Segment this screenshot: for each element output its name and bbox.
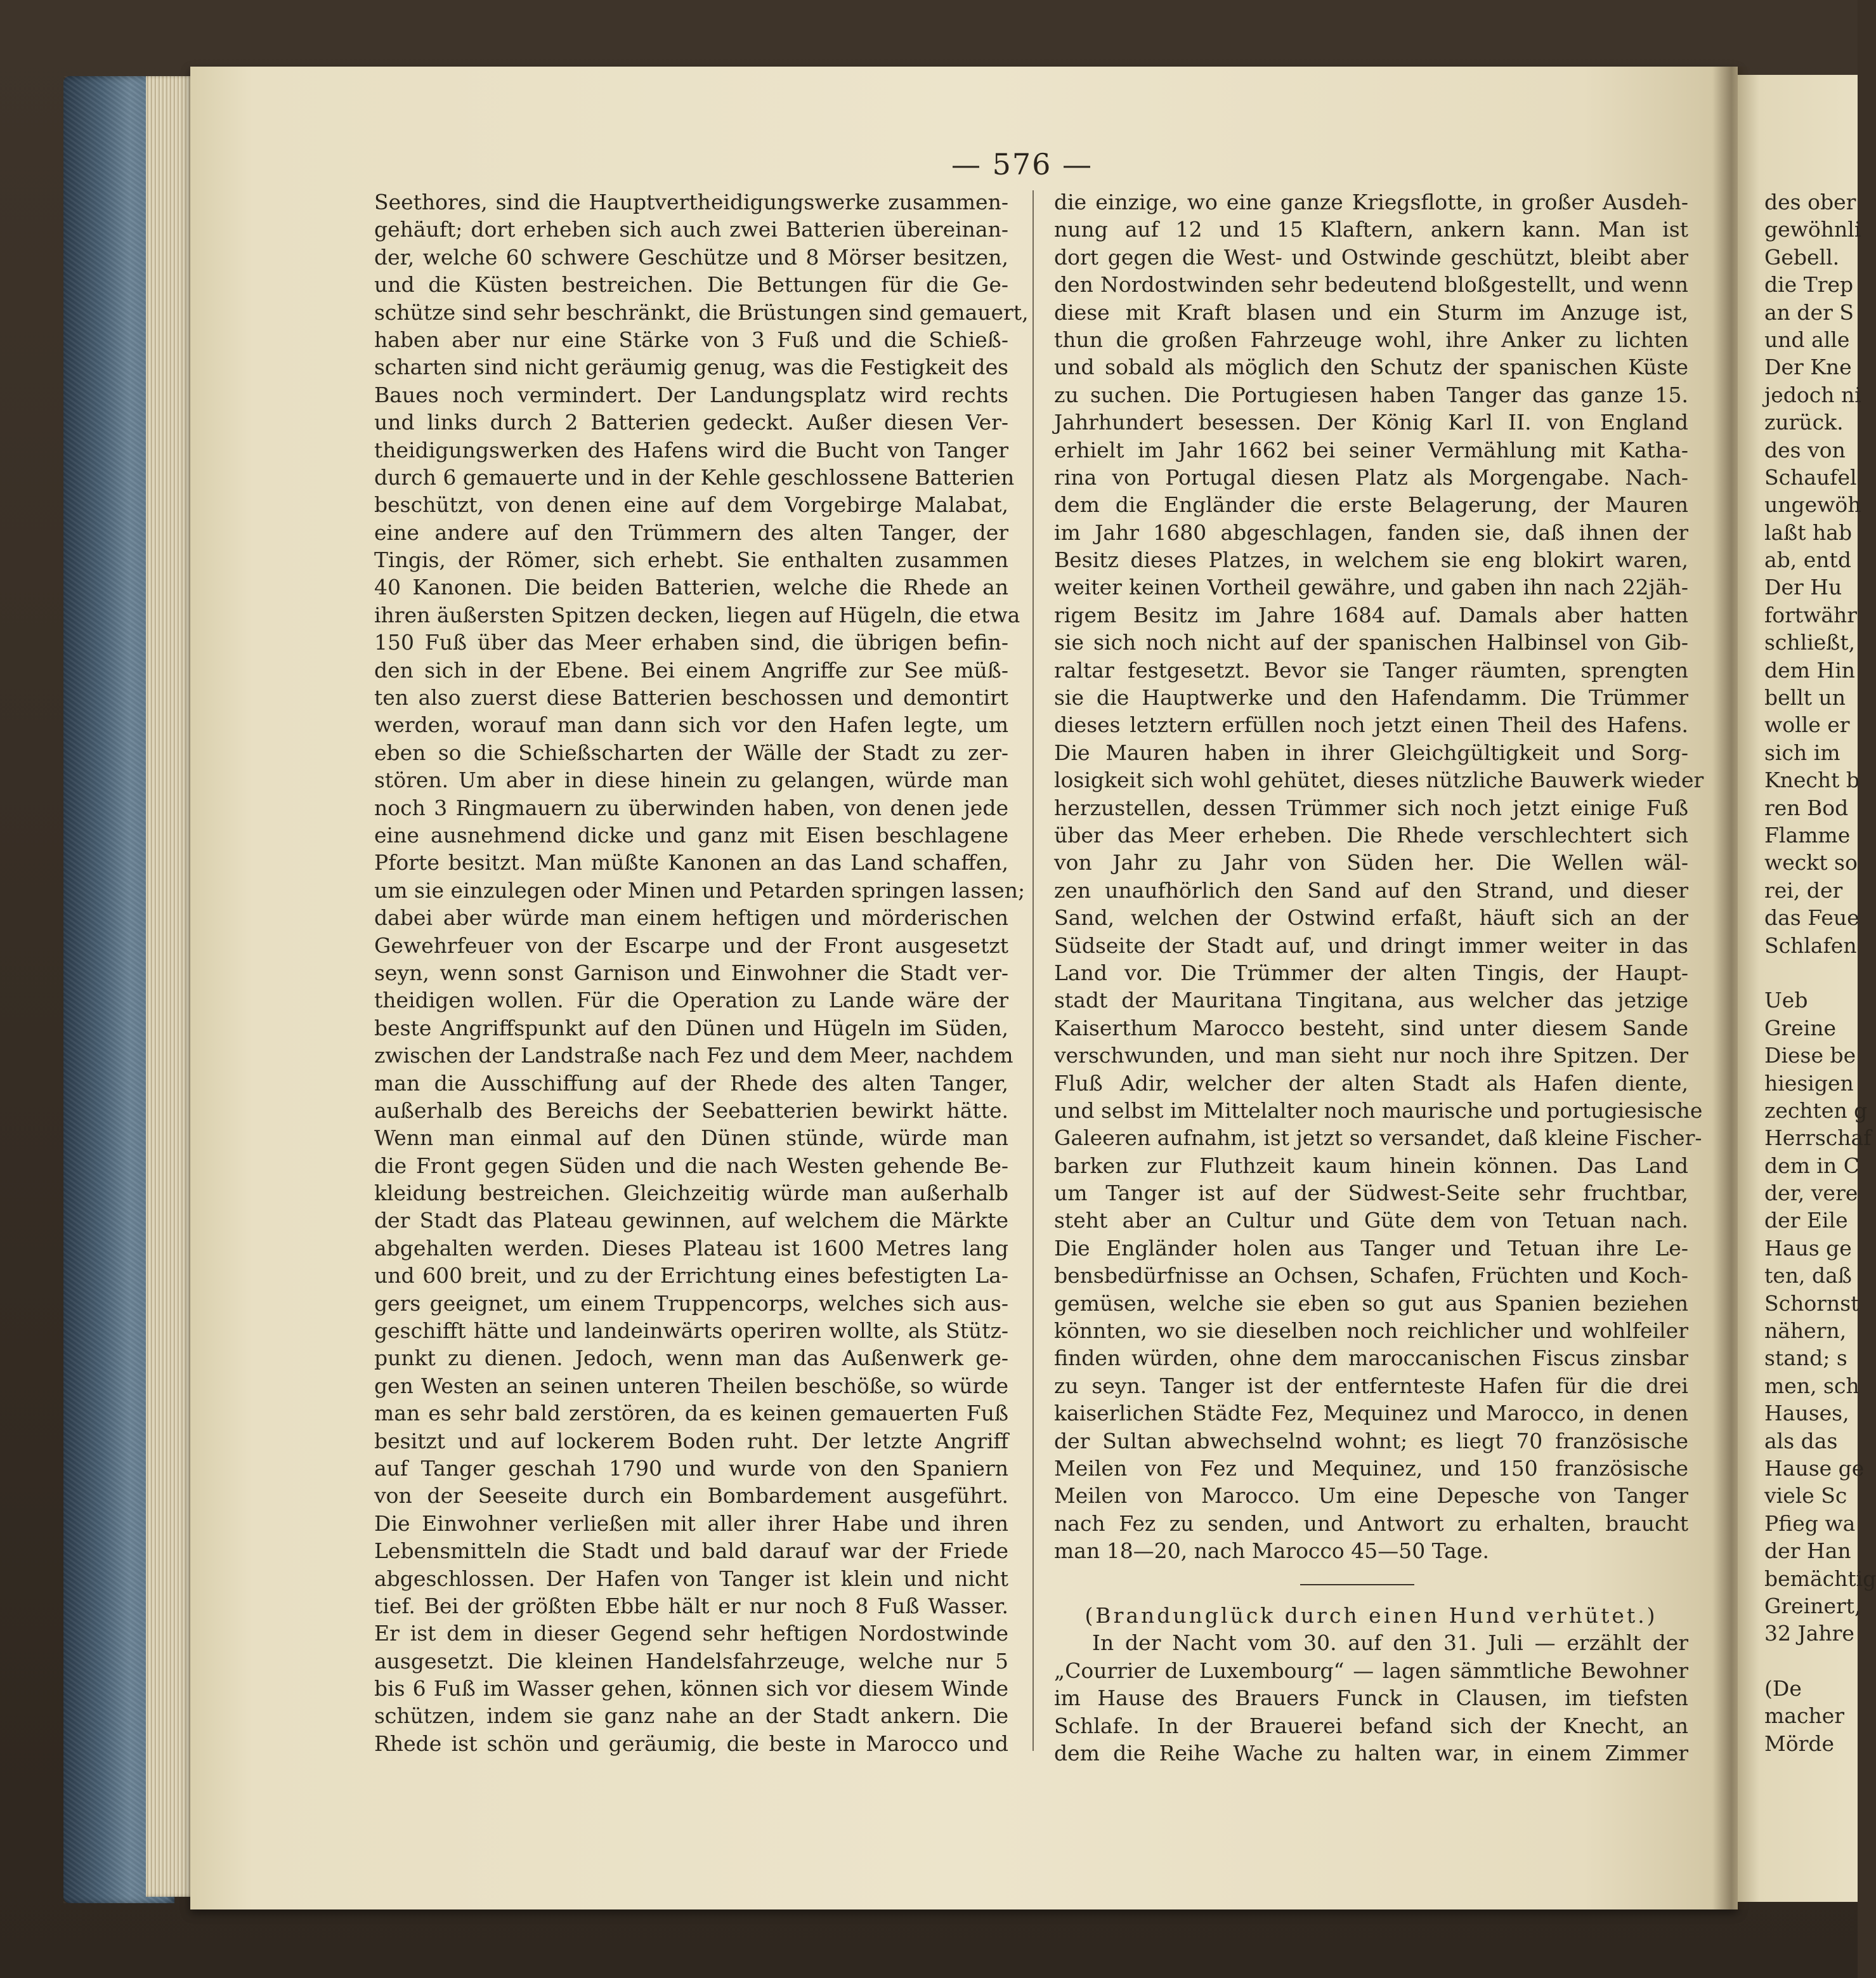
column-divider <box>1032 190 1034 1751</box>
text-line: abgehalten werden. Dieses Plateau ist 1600 Metres lang <box>374 1235 1008 1261</box>
page-number: — 576 — <box>951 147 1093 181</box>
text-line: dabei aber würde man einem heftigen und mörderischen <box>374 905 1008 931</box>
text-line: Der Kne <box>1764 355 1852 380</box>
text-line: Diese be <box>1764 1043 1856 1068</box>
text-line: zechten g <box>1764 1097 1868 1123</box>
text-line: an der S <box>1764 299 1854 325</box>
text-line: Gewehrfeuer von der Escarpe und der Front ausgesetzt <box>374 933 1008 958</box>
text-line: Mörde <box>1764 1731 1835 1756</box>
text-line: nung auf 12 und 15 Klaftern, ankern kann. Man ist <box>1054 217 1688 242</box>
text-line: den sich in der Ebene. Bei einem Angriffe zur See müß- <box>374 657 1008 683</box>
text-line: und die Küsten bestreichen. Die Bettungen für die Ge- <box>374 272 1008 298</box>
text-line: und 600 breit, und zu der Errichtung eines befestigten La- <box>374 1263 1008 1288</box>
text-line: Schaufel <box>1764 464 1857 490</box>
text-line: auf Tanger geschah 1790 und wurde von den Spaniern <box>374 1455 1008 1481</box>
text-line: weiter keinen Vortheil gewähre, und gaben ihn nach 22jäh- <box>1054 575 1688 600</box>
text-line: abgeschlossen. Der Hafen von Tanger ist klein und nicht <box>374 1566 1008 1591</box>
text-line: viele Sc <box>1764 1483 1847 1509</box>
text-line: des von <box>1764 437 1846 462</box>
text-line: Knecht b <box>1764 768 1860 793</box>
text-line: theidigen wollen. Für die Operation zu Lande wäre der <box>374 988 1008 1013</box>
text-line: tief. Bei der größten Ebbe hält er nur noch 8 Fuß Wasser. <box>374 1593 1008 1618</box>
text-line: ihren äußersten Spitzen decken, liegen auf Hügeln, die etwa <box>374 602 1020 627</box>
text-line: rina von Portugal diesen Platz als Morgengabe. Nach- <box>1054 464 1688 490</box>
text-line: Kaiserthum Marocco besteht, sind unter diesem Sande <box>1054 1015 1688 1040</box>
text-line: Greine <box>1764 1015 1837 1040</box>
text-line: außerhalb des Bereichs der Seebatterien bewirkt hätte. <box>374 1097 1008 1123</box>
text-line: 40 Kanonen. Die beiden Batterien, welche die Rhede an <box>374 575 1008 600</box>
text-line: ausgesetzt. Die kleinen Handelsfahrzeuge, welche nur 5 <box>374 1648 1008 1673</box>
article-body <box>1054 1629 1688 1767</box>
text-line: ab, entd <box>1764 547 1851 573</box>
text-line: den Nordostwinden sehr bedeutend bloßgestellt, und wenn <box>1054 272 1688 298</box>
text-line: gemüsen, welche sie eben so gut aus Spanien beziehen <box>1054 1290 1688 1316</box>
text-column-right-fragment <box>1764 188 1876 1757</box>
text-line: der Sultan abwechselnd wohnt; es liegt 70 französische <box>1054 1428 1688 1453</box>
text-line: und links durch 2 Batterien gedeckt. Außer diesen Ver- <box>374 410 1008 435</box>
text-line: zu suchen. Die Portugiesen haben Tanger das ganze 15. <box>1054 382 1688 407</box>
text-line: zen unaufhörlich den Sand auf den Strand, und dieser <box>1054 877 1688 903</box>
text-line <box>1764 959 1858 986</box>
text-line: Hause ge <box>1764 1455 1865 1481</box>
text-line: weckt so <box>1764 850 1858 875</box>
text-line: Besitz dieses Platzes, in welchem sie eng blokirt waren, <box>1054 547 1688 573</box>
text-line: (De <box>1764 1676 1802 1701</box>
text-line: Flamme <box>1764 822 1851 848</box>
text-line: stadt der Mauritana Tingitana, aus welcher das jetzige <box>1054 988 1688 1013</box>
text-line: werden, worauf man dann sich vor den Hafen legte, um <box>374 712 1008 738</box>
text-line: haben aber nur eine Stärke von 3 Fuß und die Schieß- <box>374 327 1008 352</box>
text-line: losigkeit sich wohl gehütet, dieses nützliche Bauwerk wieder <box>1054 768 1704 793</box>
text-line: fortwähr <box>1764 602 1858 627</box>
text-line: von Jahr zu Jahr von Süden her. Die Wellen wäl- <box>1054 850 1688 875</box>
text-line: bis 6 Fuß im Wasser gehen, können sich vor diesem Winde <box>374 1676 1008 1701</box>
text-column-left <box>374 188 1029 1757</box>
text-line: dem in C <box>1764 1153 1860 1178</box>
text-line: zwischen der Landstraße nach Fez und dem Meer, nachdem <box>374 1043 1013 1068</box>
text-line: dem die Engländer die erste Belagerung, der Mauren <box>1054 492 1688 518</box>
text-line: Hauses, <box>1764 1401 1849 1426</box>
text-line: ten also zuerst diese Batterien beschossen und demontirt <box>374 685 1008 711</box>
text-line: dem die Reihe Wache zu halten war, in einem Zimmer <box>1054 1740 1688 1765</box>
text-line: Gebell. <box>1764 244 1840 270</box>
text-line: dort gegen die West- und Ostwinde geschützt, bleibt aber <box>1054 244 1688 270</box>
text-line: rei, der <box>1764 877 1843 903</box>
text-line: Pfieg wa <box>1764 1510 1856 1536</box>
text-line: punkt zu dienen. Jedoch, wenn man das Außenwerk ge- <box>374 1346 1008 1371</box>
text-line: Pforte besitzt. Man müßte Kanonen an das Land schaffen, <box>374 850 1008 875</box>
text-line: wolle er <box>1764 712 1850 738</box>
text-line: die Trep <box>1764 272 1854 298</box>
text-line: Jahrhundert besessen. Der König Karl II. von England <box>1054 410 1688 435</box>
text-line: laßt hab <box>1764 520 1853 545</box>
text-line: diese mit Kraft blasen und ein Sturm im Anzuge ist, <box>1054 299 1688 325</box>
text-line: herzustellen, dessen Trümmer sich noch jetzt einige Fuß <box>1054 795 1688 820</box>
text-line: bellt un <box>1764 685 1846 711</box>
text-line: man die Ausschiffung auf der Rhede des alten Tanger, <box>374 1070 1008 1096</box>
text-line: 150 Fuß über das Meer erhaben sind, die übrigen befin- <box>374 630 1008 655</box>
text-line: raltar festgesetzt. Bevor sie Tanger räumten, sprengten <box>1054 657 1688 683</box>
text-line: theidigungswerken des Hafens wird die Bucht von Tanger <box>374 437 1008 462</box>
text-line: sie die Hauptwerke und den Hafendamm. Die Trümmer <box>1054 685 1688 711</box>
text-line: stören. Um aber in diese hinein zu gelangen, würde man <box>374 768 1008 793</box>
text-line: schützen, indem sie ganz nahe an der Stadt ankern. Die <box>374 1703 1008 1729</box>
text-line: der Han <box>1764 1538 1851 1564</box>
text-line: seyn, wenn sonst Garnison und Einwohner die Stadt ver- <box>374 960 1008 985</box>
text-line: Tingis, der Römer, sich erhebt. Sie enthalten zusammen <box>374 547 1008 573</box>
text-line: schütze sind sehr beschränkt, die Brüstungen sind gemauert, <box>374 299 1029 325</box>
text-line: macher <box>1764 1703 1845 1729</box>
text-line: des ober <box>1764 190 1856 214</box>
text-line: Meilen von Marocco. Um eine Depesche von Tanger <box>1054 1483 1688 1509</box>
text-line: erhielt im Jahr 1662 bei seiner Vermählung mit Katha- <box>1054 437 1688 462</box>
text-line: man 18—20, nach Marocco 45—50 Tage. <box>1054 1538 1489 1564</box>
text-line: noch 3 Ringmauern zu überwinden haben, von denen jede <box>374 795 1008 820</box>
text-line: dieses letztern erfüllen noch jetzt einen Theil des Hafens. <box>1054 712 1688 738</box>
text-line: kleidung bestreichen. Gleichzeitig würde man außerhalb <box>374 1181 1008 1206</box>
text-line: Meilen von Fez und Mequinez, und 150 französische <box>1054 1455 1688 1481</box>
text-line: Wenn man einmal auf den Dünen stünde, würde man <box>374 1125 1008 1151</box>
text-line: schließt, <box>1764 630 1856 655</box>
text-line: man es sehr bald zerstören, da es keinen gemauerten Fuß <box>374 1401 1008 1426</box>
text-line: ren Bod <box>1764 795 1849 820</box>
text-line: Land vor. Die Trümmer der alten Tingis, der Haupt- <box>1054 960 1688 985</box>
text-line: 32 Jahre <box>1764 1621 1854 1646</box>
section-separator <box>1300 1584 1414 1585</box>
text-line: Herrschaf <box>1764 1125 1872 1151</box>
text-line: im Hause des Brauers Funck in Clausen, im tiefsten <box>1054 1686 1688 1711</box>
text-line: sich im <box>1764 740 1840 765</box>
text-line: stand; s <box>1764 1346 1847 1371</box>
article-title: (Brandunglück durch einen Hund verhütet.) <box>1085 1603 1658 1628</box>
text-line: In der Nacht vom 30. auf den 31. Juli — erzählt der <box>1092 1630 1688 1656</box>
text-line: Die Einwohner verließen mit aller ihrer Habe und ihren <box>374 1510 1008 1536</box>
text-line: und selbst im Mittelalter noch maurische und portugiesische <box>1054 1097 1703 1123</box>
text-line: über das Meer erheben. Die Rhede verschlechtert sich <box>1054 822 1688 848</box>
text-line: Rhede ist schön und geräumig, die beste in Marocco und <box>374 1731 1008 1756</box>
text-line: die Front gegen Süden und die nach Westen gehende Be- <box>374 1153 1008 1178</box>
text-line: Der Hu <box>1764 575 1842 600</box>
text-line: das Feue <box>1764 905 1860 931</box>
text-line: eine ausnehmend dicke und ganz mit Eisen beschlagene <box>374 822 1008 848</box>
text-line: verschwunden, und man sieht nur noch ihre Spitzen. Der <box>1054 1043 1688 1068</box>
text-column-middle <box>1054 188 1704 1565</box>
text-line: bensbedürfnisse an Ochsen, Schafen, Früchten und Koch- <box>1054 1263 1688 1288</box>
text-line: finden würden, ohne dem maroccanischen Fiscus zinsbar <box>1054 1346 1688 1371</box>
text-line: der, welche 60 schwere Geschütze und 8 Mörser besitzen, <box>374 244 1008 270</box>
text-line: und sobald als möglich den Schutz der spanischen Küste <box>1054 355 1688 380</box>
text-line: nähern, <box>1764 1318 1847 1344</box>
text-line: ten, daß <box>1764 1263 1852 1288</box>
text-line: sie sich noch nicht auf der spanischen Halbinsel von Gib- <box>1054 630 1688 655</box>
text-line: im Jahr 1680 abgeschlagen, fanden sie, daß ihnen der <box>1054 520 1688 545</box>
text-line: der Eile <box>1764 1208 1848 1233</box>
text-line: barken zur Fluthzeit kaum hinein können. Das Land <box>1054 1153 1688 1178</box>
text-line: scharten sind nicht geräumig genug, was die Festigkeit des <box>374 355 1008 380</box>
text-line: Die Mauren haben in ihrer Gleichgültigkeit und Sorg- <box>1054 740 1688 765</box>
text-line: rigem Besitz im Jahre 1684 auf. Damals aber hatten <box>1054 602 1688 627</box>
text-line: beste Angriffspunkt auf den Dünen und Hügeln im Süden, <box>374 1015 1008 1040</box>
text-line: „Courrier de Luxembourg“ — lagen sämmtliche Bewohner <box>1054 1658 1688 1683</box>
text-line: besitzt und auf lockerem Boden ruht. Der letzte Angriff <box>374 1428 1008 1453</box>
text-line: Greinert, <box>1764 1593 1861 1618</box>
text-line: Baues noch vermindert. Der Landungsplatz wird rechts <box>374 382 1008 407</box>
text-line: thun die großen Fahrzeuge wohl, ihre Anker zu lichten <box>1054 327 1688 352</box>
text-line: men, sch <box>1764 1373 1860 1398</box>
text-line: die einzige, wo eine ganze Kriegsflotte, in großer Ausdeh- <box>1054 190 1688 214</box>
text-line: als das <box>1764 1428 1838 1453</box>
text-line: ungewöh <box>1764 492 1861 518</box>
text-line: gehäuft; dort erheben sich auch zwei Batterien übereinan- <box>374 217 1008 242</box>
text-line: kaiserlichen Städte Fez, Mequinez und Marocco, in denen <box>1054 1401 1688 1426</box>
text-line: dem Hin <box>1764 657 1856 683</box>
text-line: zu seyn. Tanger ist der entfernteste Hafen für die drei <box>1054 1373 1688 1398</box>
text-line <box>1764 1647 1858 1675</box>
text-line: Ueb <box>1764 988 1808 1013</box>
text-line: von der Seeseite durch ein Bombardement ausgeführt. <box>374 1483 1008 1509</box>
article-block <box>1054 1602 1688 1767</box>
text-line: Seethores, sind die Hauptvertheidigungswerke zusammen- <box>374 190 1008 214</box>
text-line: Er ist dem in dieser Gegend sehr heftigen Nordostwinde <box>374 1621 1008 1646</box>
text-line: Sand, welchen der Ostwind erfaßt, häuft sich an der <box>1054 905 1688 931</box>
text-line: Haus ge <box>1764 1235 1852 1261</box>
text-line: der Stadt das Plateau gewinnen, auf welchem die Märkte <box>374 1208 1008 1233</box>
text-line: beschützt, von denen eine auf dem Vorgebirge Malabat, <box>374 492 1008 518</box>
text-line: um Tanger ist auf der Südwest-Seite sehr fruchtbar, <box>1054 1181 1688 1206</box>
text-line: könnten, wo sie dieselben noch reichlicher und wohlfeiler <box>1054 1318 1688 1344</box>
text-line: um sie einzulegen oder Minen und Petarden springen lassen; <box>374 877 1026 903</box>
text-line: Schlafe. In der Brauerei befand sich der Knecht, an <box>1054 1713 1688 1738</box>
text-line: eben so die Schießscharten der Wälle der Stadt zu zer- <box>374 740 1008 765</box>
text-line: zurück. <box>1764 410 1844 435</box>
page-edges <box>146 76 197 1897</box>
text-line: gen Westen an seinen unteren Theilen beschöße, so würde <box>374 1373 1008 1398</box>
text-line: jedoch ni <box>1764 382 1861 407</box>
text-line: steht aber an Cultur und Güte dem von Tetuan nach. <box>1054 1208 1688 1233</box>
text-line: gers geeignet, um einem Truppencorps, welches sich aus- <box>374 1290 1008 1316</box>
text-line: eine andere auf den Trümmern des alten Tanger, der <box>374 520 1008 545</box>
text-line: Die Engländer holen aus Tanger und Tetuan ihre Le- <box>1054 1235 1688 1261</box>
text-line: Schornst <box>1764 1290 1860 1316</box>
text-line: hiesigen <box>1764 1070 1854 1096</box>
text-line: gewöhnli <box>1764 217 1861 242</box>
text-line: bemächtig <box>1764 1566 1876 1591</box>
text-line: und alle <box>1764 327 1850 352</box>
text-line: Schlafen <box>1764 933 1857 958</box>
text-line: Südseite der Stadt auf, und dringt immer weiter in das <box>1054 933 1688 958</box>
text-line: geschifft hätte und landeinwärts operiren wollte, als Stütz- <box>374 1318 1008 1344</box>
text-line: Lebensmitteln die Stadt und bald darauf war der Friede <box>374 1538 1008 1564</box>
text-line: durch 6 gemauerte und in der Kehle geschlossene Batterien <box>374 464 1015 490</box>
text-line: der, vere <box>1764 1181 1858 1206</box>
text-line: nach Fez zu senden, und Antwort zu erhalten, braucht <box>1054 1510 1688 1536</box>
text-line: Galeeren aufnahm, ist jetzt so versandet, daß kleine Fischer- <box>1054 1125 1702 1151</box>
text-line: Fluß Adir, welcher der alten Stadt als Hafen diente, <box>1054 1070 1688 1096</box>
